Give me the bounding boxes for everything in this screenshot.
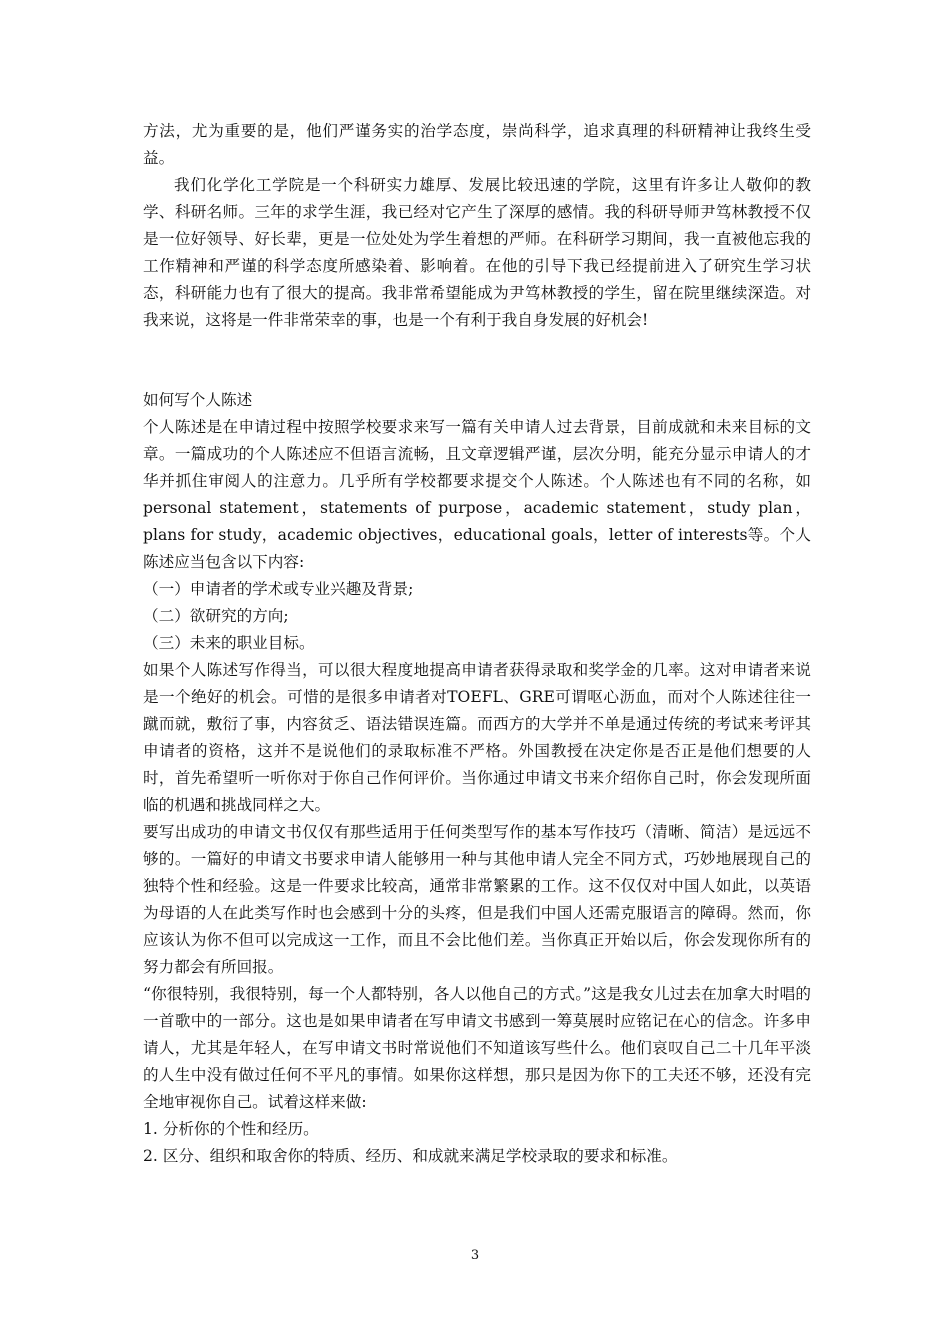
content-item-2: （二）欲研究的方向;: [143, 607, 289, 625]
page-number: 3: [470, 1248, 480, 1263]
paragraph-intro-2: 我们化学化工学院是一个科研实力雄厚、发展比较迅速的学院，这里有许多让人敬仰的教学、科研名师。三年的求学生涯，我已经对它产生了深厚的感情。我的科研导师尹笃林教授不仅是一位好领导、好长辈，更是一位处处为学生着想的严师。在科研学习期间，我一直被他忘我的工作精神和严谨的科学态度所感染着、影响着。在他的引导下我已经提前进入了研究生学习状态，科研能力也有了很大的提高。我非常希望能成为尹笃林教授的学生，留在院里继续深造。对我来说，这将是一件非常荣幸的事，也是一个有利于我自身发展的好机会!: [143, 176, 811, 329]
document-page: [143, 118, 811, 1170]
paragraph-intro-1: 方法，尤为重要的是，他们严谨务实的治学态度，崇尚科学，追求真理的科研精神让我终生受益。: [143, 122, 811, 167]
content-item-3: （三）未来的职业目标。: [143, 634, 315, 652]
step-item-2: 2. 区分、组织和取舍你的特质、经历、和成就来满足学校录取的要求和标准。: [143, 1147, 678, 1165]
section-gap: [143, 334, 811, 387]
section-title: 如何写个人陈述: [143, 391, 253, 409]
content-item-1: （一）申请者的学术或专业兴趣及背景;: [143, 580, 414, 598]
paragraph-body-2: 要写出成功的申请文书仅仅有那些适用于任何类型写作的基本写作技巧（清晰、简洁）是远远不够的。一篇好的申请文书要求申请人能够用一种与其他申请人完全不同方式，巧妙地展现自己的独特个性和经验。这是一件要求比较高，通常非常繁累的工作。这不仅仅对中国人如此，以英语为母语的人在此类写作时也会感到十分的头疼，但是我们中国人还需克服语言的障碍。然而，你应该认为你不但可以完成这一工作，而且不会比他们差。当你真正开始以后，你会发现你所有的努力都会有所回报。: [143, 823, 811, 976]
paragraph-body-3: “你很特别，我很特别，每一个人都特别，各人以他自己的方式。”这是我女儿过去在加拿大时唱的一首歌中的一部分。这也是如果申请者在写申请文书感到一筹莫展时应铭记在心的信念。许多申请人，尤其是年轻人，在写申请文书时常说他们不知道该写些什么。他们哀叹自己二十几年平淡的人生中没有做过任何不平凡的事情。如果你这样想，那只是因为你下的工夫还不够，还没有完全地审视你自己。试着这样来做:: [143, 985, 811, 1111]
paragraph-definition: 个人陈述是在申请过程中按照学校要求来写一篇有关申请人过去背景，目前成就和未来目标的文章。一篇成功的个人陈述应不但语言流畅，且文章逻辑严谨，层次分明，能充分显示申请人的才华并抓住审阅人的注意力。几乎所有学校都要求提交个人陈述。个人陈述也有不同的名称，如personal statement，statements of purpose，academic statement，study plan，plans for study，academic objectives，educational goals，letter of interests等。个人陈述应当包含以下内容:: [143, 418, 811, 571]
step-item-1: 1. 分析你的个性和经历。: [143, 1120, 319, 1138]
paragraph-body-1: 如果个人陈述写作得当，可以很大程度地提高申请者获得录取和奖学金的几率。这对申请者来说是一个绝好的机会。可惜的是很多申请者对TOEFL、GRE可谓呕心沥血，而对个人陈述往往一蹴而就，敷衍了事，内容贫乏、语法错误连篇。而西方的大学并不单是通过传统的考试来考评其申请者的资格，这并不是说他们的录取标准不严格。外国教授在决定你是否正是他们想要的人时，首先希望听一听你对于你自己作何评价。当你通过申请文书来介绍你自己时，你会发现所面临的机遇和挑战同样之大。: [143, 661, 811, 814]
